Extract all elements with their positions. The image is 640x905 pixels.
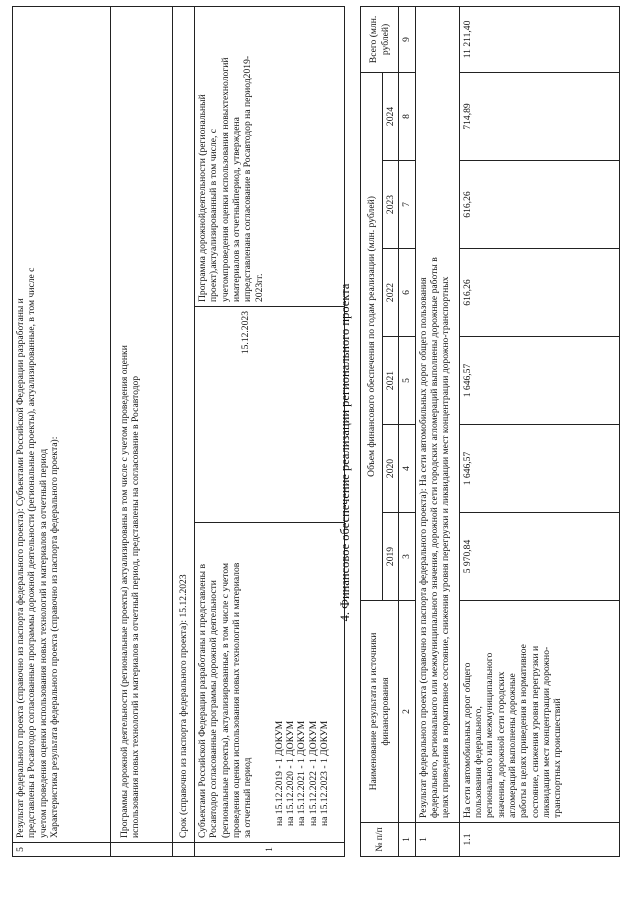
finance-value: 5 970,84 <box>459 513 619 601</box>
header-year: 2023 <box>383 161 399 249</box>
result-row-number: 1 <box>415 823 459 857</box>
date-entry: на 15.12.2022 - 1 ДОКУМ <box>307 720 319 826</box>
date-entry: на 15.12.2023 - 1 ДОКУМ <box>318 720 330 826</box>
subrow-number: 1 <box>195 843 345 857</box>
subrow-result: Программа дорожнойдеятельности (региональный проект),актуализированный в том числе, с учетомпроведения оценки использования новыхтехнологий иматериалов за отчетныйпериод, утверждена ипредставленана согласование в Росавтодор на период2019- 2023гг. <box>195 6 345 306</box>
result-line: учетом проведения оценки использования новых технологий и материалов за отчетный период <box>37 448 49 838</box>
header-year: 2020 <box>383 425 399 513</box>
column-number: 6 <box>399 249 415 337</box>
header-name: Наименование результата и источники финансирования <box>361 601 399 823</box>
program-title <box>111 6 173 842</box>
column-number: 9 <box>399 6 415 72</box>
finance-value: 1 646,57 <box>459 337 619 425</box>
header-total: Всего (млн. рублей) <box>361 6 399 72</box>
column-number: 3 <box>399 513 415 601</box>
finance-value: 714,89 <box>459 72 619 160</box>
deadline-text: Срок (справочно из паспорта федерального проекта): 15.12.2023 <box>173 6 195 842</box>
column-number: 7 <box>399 161 415 249</box>
finance-total: 11 211,40 <box>459 6 619 72</box>
row-number: 5 <box>13 843 111 857</box>
row-1-1-number: 1.1 <box>459 823 619 857</box>
section-title: 4. Финансовое обеспечение реализации регионального проекта <box>338 283 352 622</box>
column-number: 2 <box>399 601 415 823</box>
program-title-line: использования новых технологий и материалов за отчетный период, представлены на согласование в Росавтодор <box>130 375 142 838</box>
subrow-description: Субъектами Российской Федерации разработаны и представлены в Росавтодор согласованные программы дорожной деятельности (региональные проекты), актуализированные, в том числе с учетом проведения оценки использования новых технологий и материалов за отчетный период на 15.12.2019 - 1 ДОКУМ на 15.12.2020 - 1 ДОКУМ на 15.12.2021 - 1 ДОКУМ на 15.12.2022 - 1 ДОКУМ на 15.12.2023 - 1 ДОКУМ <box>195 523 345 843</box>
result-line: представлены в Росавтодор согласованные программы дорожной деятельности (региональные проекты), актуализированные, в том числе с <box>26 267 38 838</box>
federal-result-text <box>13 6 111 842</box>
header-year: 2024 <box>383 72 399 160</box>
finance-value: 616,26 <box>459 249 619 337</box>
row-1-1-name: На сети автомобильных дорог общего пользования федерального, регионального или межмуниципального значения, дорожной сети городских агломераций выполнены дорожные работы в целях приведения в нормативное состояние, снижения уровня перегрузки и ликвидации мест концентрации дорожно- транспортных происшествий <box>459 601 619 823</box>
result-line: Характеристика результата федерального проекта (справочно из паспорта федерального проекта): <box>48 436 60 838</box>
column-number: 1 <box>399 823 415 857</box>
finance-table <box>360 6 620 857</box>
date-entry: на 15.12.2020 - 1 ДОКУМ <box>284 720 296 826</box>
result-line: Результат федерального проекта (справочно из паспорта федерального проекта): Субъектами Российской Федерации разработаны и <box>15 298 26 838</box>
column-number: 8 <box>399 72 415 160</box>
date-entry: на 15.12.2021 - 1 ДОКУМ <box>296 720 308 826</box>
program-title-line: Программы дорожной деятельности (региональные проекты) актуализированы в том числе с учетом проведения оценки <box>119 345 130 838</box>
date-entry: на 15.12.2019 - 1 ДОКУМ <box>273 720 285 826</box>
column-number: 5 <box>399 337 415 425</box>
header-year: 2021 <box>383 337 399 425</box>
result-table <box>12 6 345 857</box>
result-row-text: Результат федерального проекта (справочно из паспорта федерального проекта): На сети автомобильных дорог общего пользования федерального, регионального или межмуниципального значения, дорожной сети городских агломераций выполнены дорожные работы в целях приведения в нормативное состояние, снижения уровня перегрузки и ликвидации мест концентрации дорожно-транспортных <box>415 6 459 822</box>
finance-value: 1 646,57 <box>459 425 619 513</box>
header-year: 2022 <box>383 249 399 337</box>
header-year: 2019 <box>383 513 399 601</box>
subrow-date: 15.12.2023 <box>195 307 345 523</box>
header-years-title: Объем финансового обеспечения по годам реализации (млн. рублей) <box>361 72 383 600</box>
column-number: 4 <box>399 425 415 513</box>
finance-value: 616,26 <box>459 161 619 249</box>
header-number: № п/п <box>361 823 399 857</box>
